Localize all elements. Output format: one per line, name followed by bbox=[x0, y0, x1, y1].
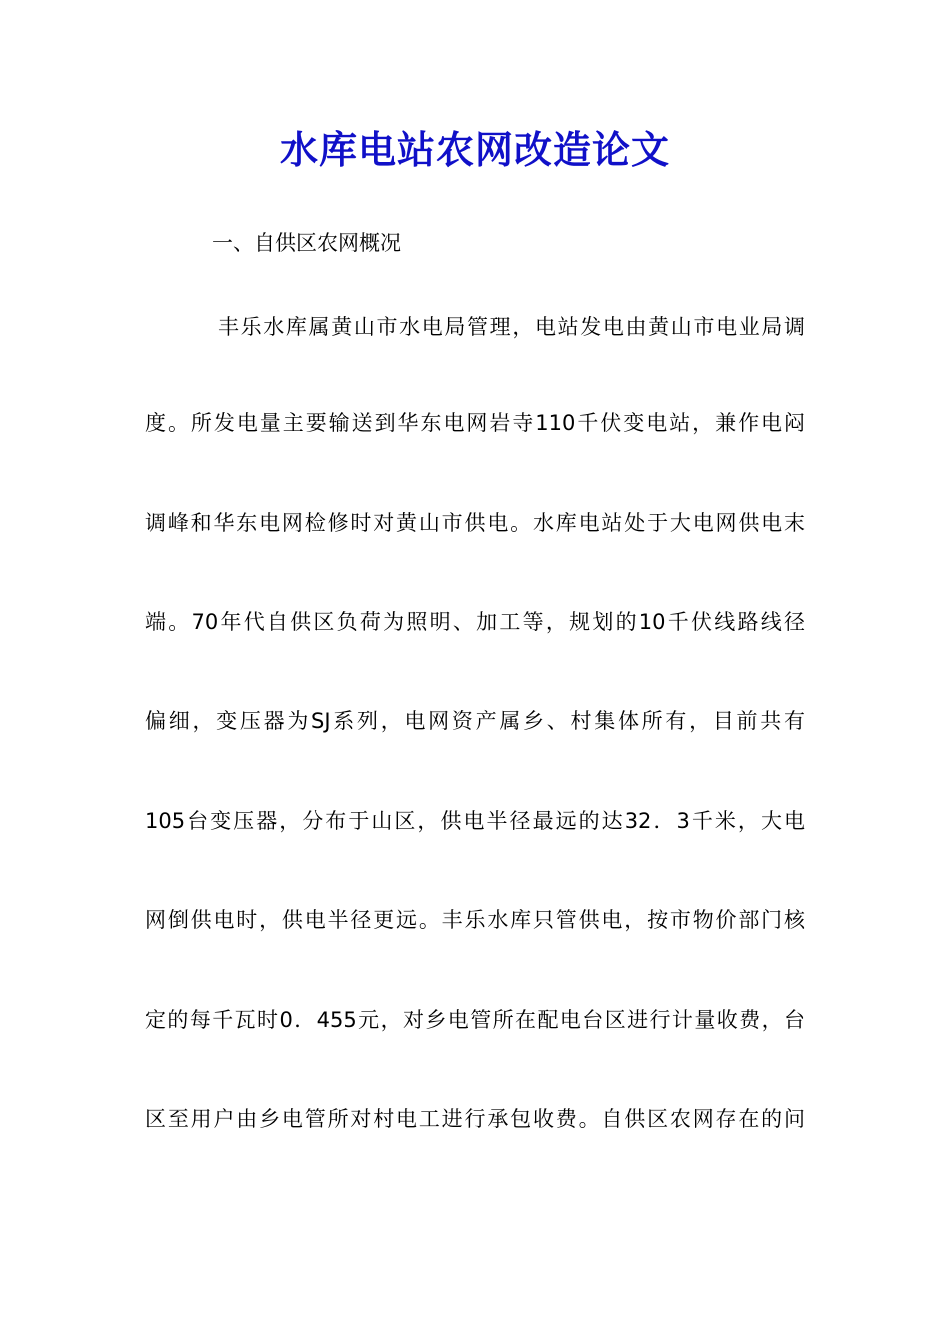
section-heading: 一、自供区农网概况 bbox=[212, 231, 401, 255]
paragraph-line: 端。70年代自供区负荷为照明、加工等，规划的10千伏线路线径 bbox=[145, 610, 805, 634]
paragraph-line: 区至用户由乡电管所对村电工进行承包收费。自供区农网存在的问 bbox=[145, 1107, 805, 1131]
paragraph-line: 105台变压器，分布于山区，供电半径最远的达32．3千米，大电 bbox=[145, 809, 805, 833]
paragraph-line: 丰乐水库属黄山市水电局管理，电站发电由黄山市电业局调 bbox=[218, 315, 805, 339]
document-title: 水库电站农网改造论文 bbox=[279, 127, 670, 172]
paragraph-line: 度。所发电量主要输送到华东电网岩寺110千伏变电站，兼作电闷 bbox=[145, 411, 805, 435]
paragraph-line: 调峰和华东电网检修时对黄山市供电。水库电站处于大电网供电末 bbox=[145, 511, 805, 535]
paragraph-line: 偏细，变压器为SJ系列，电网资产属乡、村集体所有，目前共有 bbox=[145, 709, 805, 733]
paragraph-line: 定的每千瓦时0．455元，对乡电管所在配电台区进行计量收费，台 bbox=[145, 1008, 805, 1032]
paragraph-line: 网倒供电时，供电半径更远。丰乐水库只管供电，按市物价部门核 bbox=[145, 908, 805, 932]
